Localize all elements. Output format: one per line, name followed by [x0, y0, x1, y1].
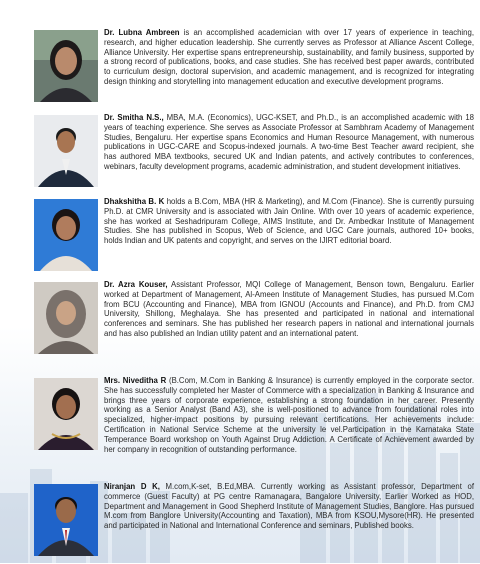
profile-photo — [34, 115, 98, 187]
profile-photo — [34, 199, 98, 271]
bio-text: Dr. Azra Kouser, Assistant Professor, MQI College of Management, Benson town, Bengaluru. Earlier worked at Department of Management, Al-Ameen Institute of Management Studies, has pursued M.Com from BCU (Accounting and Finance), MBA from IGNOU (Accounts and Finance), and Ph.D. from CMJ University, Shillong, Meghalaya. She has presented and participated in national and international conferences and seminars. She has published her research papers in national and international journals and has also published an Indian utility patent and an international patent. — [104, 280, 474, 338]
profile-photo — [34, 378, 98, 450]
bio-name: Dhakshitha B. K — [104, 197, 165, 206]
profile-photo — [34, 30, 98, 102]
bio-name: Dr. Smitha N.S., — [104, 113, 164, 122]
bio-name: Dr. Lubna Ambreen — [104, 28, 180, 37]
bio-entry — [34, 115, 476, 195]
profile-photo — [34, 282, 98, 354]
bio-name: Mrs. Niveditha R — [104, 376, 167, 385]
bio-text: Dr. Smitha N.S., MBA, M.A. (Economics), UGC-KSET, and Ph.D., is an accomplished academic with 18 years of teaching experience. She serves as Associate Professor at Sambhram Academy of Management Studies, Bengaluru. Her expertise spans Economics and Human Resource Management, with numerous publications in UGC-CARE and Scopus-indexed journals. A two-time Best Teacher award recipient, she has authored MBA textbooks, secured UK and Indian patents, and actively contributes to conferences, webinars, faculty development programs, academic administration, and student development initiatives. — [104, 113, 474, 171]
bio-entry — [34, 199, 476, 279]
bio-text: Mrs. Niveditha R (B.Com, M.Com in Banking & Insurance) is currently employed in the corporate sector. She has successfully completed her Master of Commerce with a specialization in Banking & Insurance and brings three years of corporate experience, establishing a strong foundation in her career. Presently working as a Senior Analyst (Band A3), she is well-positioned to advance from foundational roles into specialized, higher-impact positions by pursuing relevant certifications. Her achievements include: Certification in National Service Scheme at the university le vel.Participation in the Karnataka State Temperance Board workshop on Youth Against Drug Addiction. A Certificate of Achievement awarded by her company in recognition of outstanding performance. — [104, 376, 474, 454]
bio-entry — [34, 484, 476, 564]
bio-entry — [34, 282, 476, 362]
bio-name: Dr. Azra Kouser, — [104, 280, 168, 289]
bio-text: Niranjan D K, M.com,K-set, B.Ed,MBA. Currently working as Assistant professor, Department of commerce (Guest Faculty) at PG centre Ramanagara, Bangalore University, Earlier Worked as HOD, Department and Management in Good Shepherd Institute of Management Studies, Banglore. Has pursued M.com from Banglore University(Accounting and Taxation), MBA from KSOU,Mysore(HR). He presented and participated in National and International Conference and seminars, Published books. — [104, 482, 474, 531]
bio-entry — [34, 378, 476, 458]
bio-text: Dhakshitha B. K holds a B.Com, MBA (HR & Marketing), and M.Com (Finance). She is currently pursuing Ph.D. at CMR University and is associated with Jain Online. With over 10 years of academic experience, she has worked at Seshadripuram College, AIMS Institute, and Dr. Ambedkar Institute of Management Studies. She has published in Scopus, Web of Science, and UGC Care journals, authored 10+ books, holds Indian and UK patents and copyright, and serves on the IJIRT editorial board. — [104, 197, 474, 246]
bio-name: Niranjan D K, — [104, 482, 160, 491]
bio-text: Dr. Lubna Ambreen is an accomplished academician with over 17 years of experience in teaching, research, and higher education leadership. She currently serves as Professor at Alliance Ascent College, Alliance University. Her expertise spans entrepreneurship, sustainability, and family business, supported by a strong record of publications, books, and case studies. She has received best paper awards, contributed to curriculum design, doctoral supervision, and academic management, and is recognized for integrating design thinking and storytelling into management education and executive development programs. — [104, 28, 474, 86]
profile-photo — [34, 484, 98, 556]
bio-entry — [34, 30, 476, 110]
